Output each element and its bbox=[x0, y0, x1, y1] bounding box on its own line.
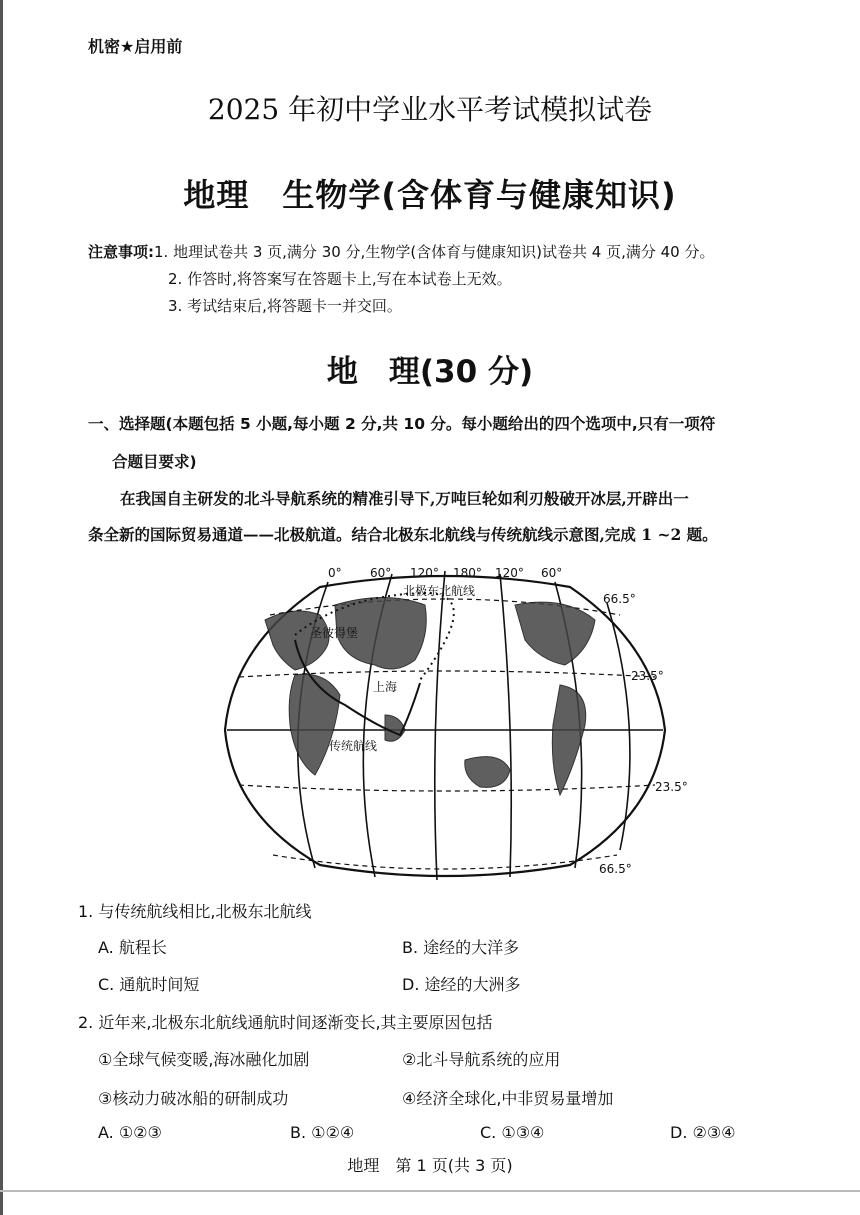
world-map-figure bbox=[225, 565, 688, 885]
exam-title: 2025 年初中学业水平考试模拟试卷 bbox=[207, 93, 653, 126]
lon-label-4: 120° bbox=[495, 566, 524, 580]
lat-label-s235: 23.5° bbox=[655, 780, 688, 794]
q2-option-d[interactable]: D. ②③④ bbox=[670, 1123, 736, 1142]
city-label-spb: 圣彼得堡 bbox=[310, 626, 359, 640]
lat-label-n235: 23.5° bbox=[631, 669, 664, 683]
q2-option-c[interactable]: C. ①③④ bbox=[480, 1123, 545, 1142]
page-footer: 地理 第 1 页(共 3 页) bbox=[347, 1156, 513, 1175]
notice-item-3: 3. 考试结束后,将答题卡一并交回。 bbox=[168, 297, 402, 315]
q1-option-c[interactable]: C. 通航时间短 bbox=[98, 975, 200, 994]
part1-instruction-line2: 合题目要求) bbox=[112, 453, 197, 471]
q1-stem: 1. 与传统航线相比,北极东北航线 bbox=[78, 902, 312, 921]
q1-option-b[interactable]: B. 途经的大洋多 bbox=[402, 938, 520, 957]
notice-item-2: 2. 作答时,将答案写在答题卡上,写在本试卷上无效。 bbox=[168, 270, 512, 288]
q2-stem: 2. 近年来,北极东北航线通航时间逐渐变长,其主要原因包括 bbox=[78, 1013, 493, 1032]
lat-label-n665: 66.5° bbox=[603, 592, 636, 606]
q2-option-b[interactable]: B. ①②④ bbox=[290, 1123, 355, 1142]
page-bottom-rule bbox=[0, 1190, 860, 1192]
part1-instruction-line1: 一、选择题(本题包括 5 小题,每小题 2 分,共 10 分。每小题给出的四个选项中,只有一项符 bbox=[88, 415, 716, 433]
q2-statement-4: ④经济全球化,中非贸易量增加 bbox=[402, 1089, 614, 1108]
lat-label-s665: 66.5° bbox=[599, 862, 632, 876]
notice-label: 注意事项: bbox=[88, 243, 154, 261]
confidential-mark: 机密★启用前 bbox=[88, 37, 183, 56]
q2-statement-3: ③核动力破冰船的研制成功 bbox=[98, 1089, 289, 1108]
lon-label-0: 0° bbox=[328, 566, 342, 580]
intro-line2: 条全新的国际贸易通道——北极航道。结合北极东北航线与传统航线示意图,完成 1 ~2 题。 bbox=[88, 525, 718, 544]
traditional-route-label: 传统航线 bbox=[329, 739, 378, 753]
intro-line1: 在我国自主研发的北斗导航系统的精准引导下,万吨巨轮如利刃般破开冰层,开辟出一 bbox=[120, 489, 689, 508]
q2-statement-2: ②北斗导航系统的应用 bbox=[402, 1050, 561, 1069]
lon-label-3: 180° bbox=[453, 566, 482, 580]
q1-option-d[interactable]: D. 途经的大洲多 bbox=[402, 975, 521, 994]
notice-item-1: 1. 地理试卷共 3 页,满分 30 分,生物学(含体育与健康知识)试卷共 4 页,满分 40 分。 bbox=[154, 243, 715, 261]
q2-option-a[interactable]: A. ①②③ bbox=[98, 1123, 162, 1142]
city-label-shanghai: 上海 bbox=[373, 680, 398, 694]
exam-subtitle: 地理 生物学(含体育与健康知识) bbox=[183, 176, 677, 214]
lon-label-5: 60° bbox=[541, 566, 563, 580]
lon-label-2: 120° bbox=[410, 566, 439, 580]
notice-line-1 bbox=[88, 241, 715, 262]
q2-statement-1: ①全球气候变暖,海冰融化加剧 bbox=[98, 1050, 310, 1069]
arctic-route-label: 北极东北航线 bbox=[403, 584, 476, 598]
lon-label-1: 60° bbox=[370, 566, 392, 580]
section-heading: 地 理(30 分) bbox=[326, 354, 534, 390]
q1-option-a[interactable]: A. 航程长 bbox=[98, 938, 167, 957]
